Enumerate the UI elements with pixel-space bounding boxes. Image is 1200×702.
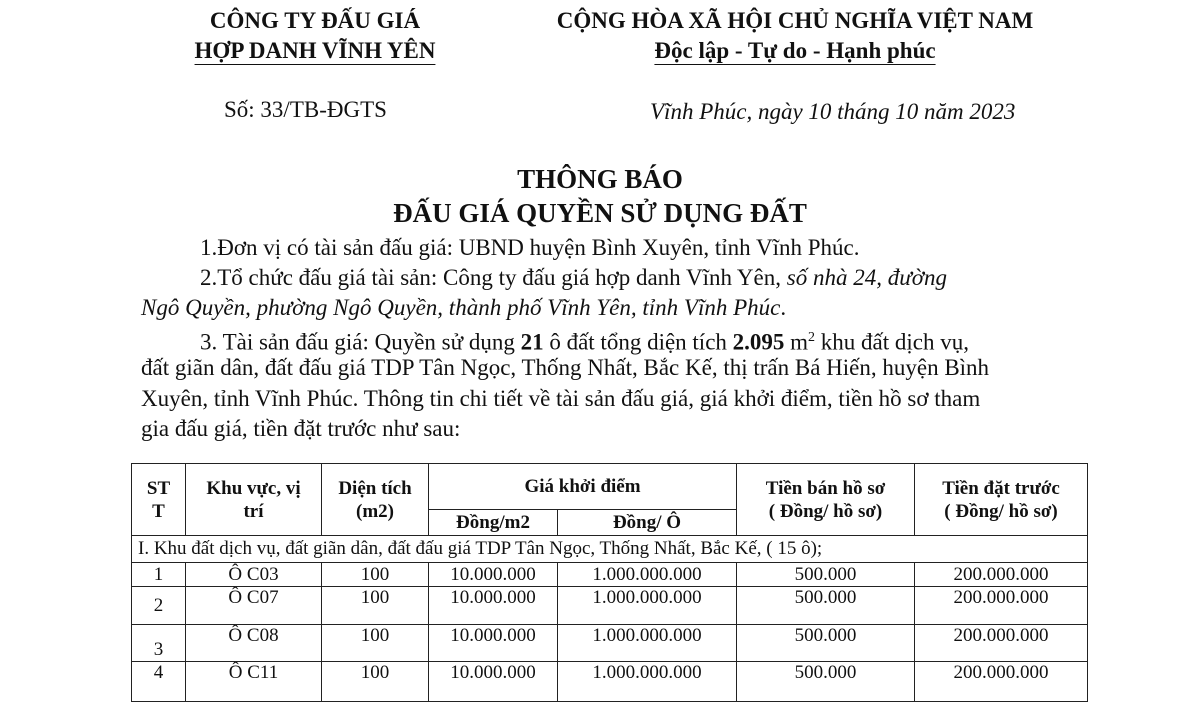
col-header-area: Diện tích (m2) bbox=[322, 464, 429, 536]
cell-area: 100 bbox=[322, 563, 429, 587]
paragraph-3-text-b: ô đất tổng diện tích bbox=[543, 329, 733, 355]
cell-price-m2: 10.000.000 bbox=[429, 563, 558, 587]
national-header bbox=[510, 6, 1080, 66]
col-header-deposit: Tiền đặt trước ( Đồng/ hồ sơ) bbox=[915, 464, 1088, 536]
paragraph-3-line3: Xuyên, tỉnh Vĩnh Phúc. Thông tin chi tiết về tài sản đấu giá, giá khởi điểm, tiền hồ sơ tham bbox=[141, 386, 981, 411]
cell-fee: 500.000 bbox=[737, 587, 915, 625]
paragraph-1-text: 1.Đơn vị có tài sản đấu giá: UBND huyện Bình Xuyên, tỉnh Vĩnh Phúc. bbox=[200, 235, 860, 260]
table-row bbox=[132, 625, 1088, 662]
cell-fee: 500.000 bbox=[737, 625, 915, 662]
paragraph-3-unit: m bbox=[784, 329, 809, 355]
cell-stt: 3 bbox=[132, 625, 186, 662]
company-name bbox=[150, 6, 480, 66]
cell-stt: 1 bbox=[132, 563, 186, 587]
section-row bbox=[132, 536, 1088, 563]
col-header-location: Khu vực, vị trí bbox=[186, 464, 322, 536]
cell-fee: 500.000 bbox=[737, 662, 915, 702]
cell-stt: 2 bbox=[132, 587, 186, 625]
paragraph-2-cont bbox=[141, 293, 786, 324]
col-header-price-per-m2: Đồng/m2 bbox=[429, 510, 558, 536]
cell-deposit: 200.000.000 bbox=[915, 625, 1088, 662]
paragraph-2-text: 2.Tổ chức đấu giá tài sản: Công ty đấu giá hợp danh Vĩnh Yên, bbox=[200, 265, 787, 290]
cell-price-m2: 10.000.000 bbox=[429, 662, 558, 702]
national-title: CỘNG HÒA XÃ HỘI CHỦ NGHĨA VIỆT NAM bbox=[556, 8, 1034, 33]
cell-area: 100 bbox=[322, 625, 429, 662]
paragraph-3-unit-sup: 2 bbox=[808, 330, 816, 345]
table-header-row-1 bbox=[132, 464, 1088, 510]
table-row bbox=[132, 587, 1088, 625]
paragraph-2-period: . bbox=[780, 295, 787, 320]
cell-price-m2: 10.000.000 bbox=[429, 625, 558, 662]
paragraph-2-address-cont: Ngô Quyền, phường Ngô Quyền, thành phố Vĩnh Yên, tỉnh Vĩnh Phúc bbox=[141, 295, 781, 320]
cell-deposit: 200.000.000 bbox=[915, 662, 1088, 702]
cell-lot: Ô C11 bbox=[186, 662, 322, 702]
cell-price-lot: 1.000.000.000 bbox=[558, 625, 737, 662]
company-name-line2: HỢP DANH VĨNH YÊN bbox=[194, 38, 436, 63]
table-row bbox=[132, 662, 1088, 702]
cell-price-lot: 1.000.000.000 bbox=[558, 587, 737, 625]
cell-fee: 500.000 bbox=[737, 563, 915, 587]
paragraph-2 bbox=[200, 263, 947, 294]
company-name-line1: CÔNG TY ĐẤU GIÁ bbox=[209, 8, 421, 33]
cell-deposit: 200.000.000 bbox=[915, 587, 1088, 625]
col-header-starting-price: Giá khởi điểm bbox=[429, 464, 737, 510]
document-date: Vĩnh Phúc, ngày 10 tháng 10 năm 2023 bbox=[650, 99, 1016, 124]
title-line2: ĐẤU GIÁ QUYỀN SỬ DỤNG ĐẤT bbox=[393, 198, 807, 228]
paragraph-1 bbox=[200, 233, 860, 264]
section-title: I. Khu đất dịch vụ, đất giãn dân, đất đấu giá TDP Tân Ngọc, Thống Nhất, Bắc Kế, ( 15 ô); bbox=[132, 536, 1088, 563]
title-line1: THÔNG BÁO bbox=[517, 164, 683, 194]
cell-price-lot: 1.000.000.000 bbox=[558, 662, 737, 702]
document-number: Số: 33/TB-ĐGTS bbox=[224, 97, 387, 122]
cell-lot: Ô C08 bbox=[186, 625, 322, 662]
table-row bbox=[132, 563, 1088, 587]
cell-area: 100 bbox=[322, 662, 429, 702]
paragraph-3-line2: đất giãn dân, đất đấu giá TDP Tân Ngọc, Thống Nhất, Bắc Kế, thị trấn Bá Hiến, huyện Bình bbox=[141, 355, 990, 380]
cell-price-lot: 1.000.000.000 bbox=[558, 563, 737, 587]
cell-stt: 4 bbox=[132, 662, 186, 702]
paragraph-2-address: số nhà 24, đường bbox=[786, 265, 948, 290]
cell-deposit: 200.000.000 bbox=[915, 563, 1088, 587]
col-header-dossier-fee: Tiền bán hồ sơ ( Đồng/ hồ sơ) bbox=[737, 464, 915, 536]
cell-lot: Ô C07 bbox=[186, 587, 322, 625]
paragraph-3-text-d: khu đất dịch vụ, bbox=[815, 329, 969, 355]
cell-lot: Ô C03 bbox=[186, 563, 322, 587]
col-header-stt: ST T bbox=[132, 464, 186, 536]
col-header-price-per-lot: Đồng/ Ô bbox=[558, 510, 737, 536]
paragraph-3-area: 2.095 bbox=[732, 329, 785, 355]
auction-table bbox=[131, 463, 1088, 702]
cell-price-m2: 10.000.000 bbox=[429, 587, 558, 625]
cell-area: 100 bbox=[322, 587, 429, 625]
paragraph-3-count: 21 bbox=[520, 329, 544, 355]
paragraph-3-line4: gia đấu giá, tiền đặt trước như sau: bbox=[141, 416, 461, 441]
national-motto: Độc lập - Tự do - Hạnh phúc bbox=[654, 38, 936, 63]
paragraph-3-text-a: 3. Tài sản đấu giá: Quyền sử dụng bbox=[200, 329, 521, 355]
